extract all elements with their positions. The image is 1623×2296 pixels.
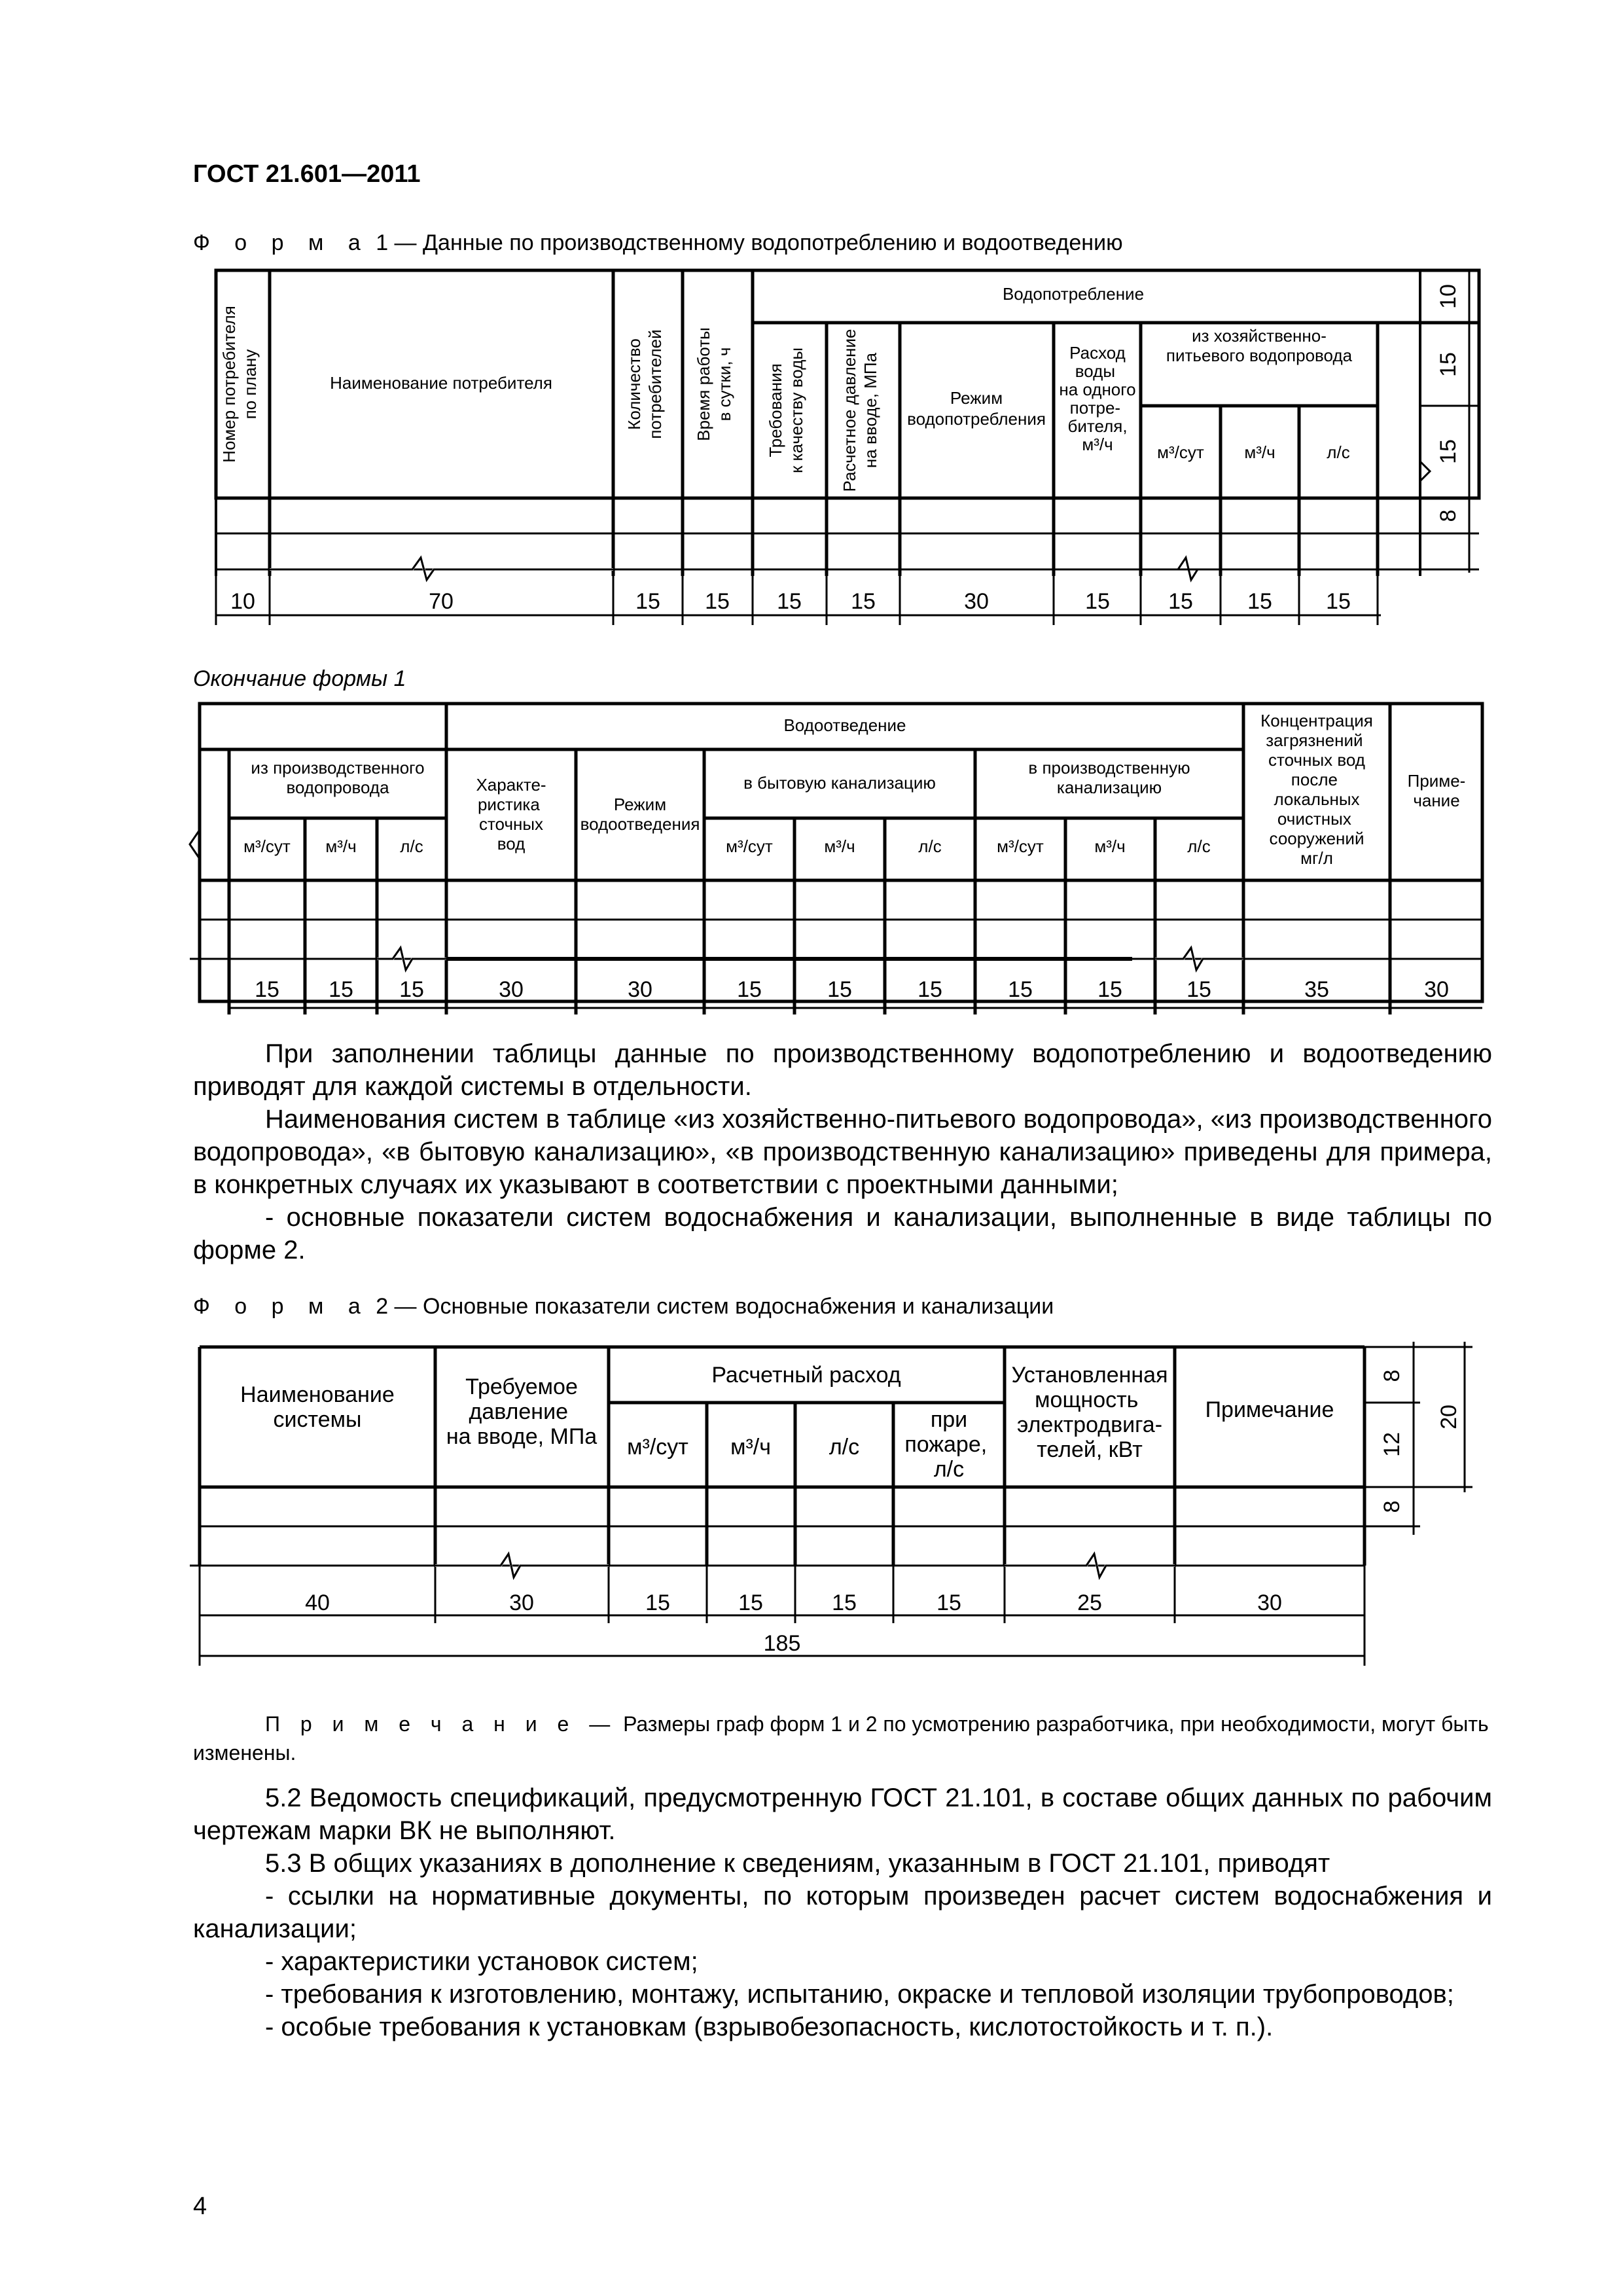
f1-col-name: Наименование потребителя xyxy=(330,373,552,393)
f2-dim: 15 xyxy=(936,1590,961,1615)
f1e-unit: л/с xyxy=(400,836,423,856)
body-text xyxy=(193,1037,1492,1266)
f1e-unit: м³/сут xyxy=(243,836,291,856)
f1e-dim: 15 xyxy=(827,977,852,1002)
f2-col-note: Примечание xyxy=(1205,1397,1334,1422)
f1-dim: 70 xyxy=(429,589,454,614)
f1-dim: 30 xyxy=(964,589,989,614)
f1e-col-note: Приме-чание xyxy=(1407,771,1466,810)
page-number: 4 xyxy=(193,2193,207,2220)
form1-end-caption: Окончание формы 1 xyxy=(193,666,406,691)
f1e-sub-prod: из производственного водопровода xyxy=(251,758,425,797)
f2-dim: 40 xyxy=(305,1590,330,1615)
f2-group-flow: Расчетный расход xyxy=(711,1363,901,1388)
f1-row-dim: 15 xyxy=(1436,439,1461,464)
note-text: Размеры граф форм 1 и 2 по усмотрению разработчика, при необходимости, могут быть изменены. xyxy=(193,1712,1489,1765)
list-item: - особые требования к установкам (взрывобезопасность, кислотостойкость и т. п.). xyxy=(265,2013,1274,2041)
f1-col-pressure: Расчетное давлениена вводе, МПа xyxy=(840,329,880,492)
form2-table xyxy=(0,1309,1623,1702)
f1-dim: 15 xyxy=(851,589,876,614)
f1-dim: 15 xyxy=(777,589,802,614)
f2-row-dim: 8 xyxy=(1380,1369,1404,1382)
f1-subgroup: из хозяйственно-питьевого водопровода xyxy=(1166,326,1353,365)
form1-end-table xyxy=(0,655,1623,1034)
f1-dim: 10 xyxy=(230,589,255,614)
f1e-dim: 15 xyxy=(399,977,424,1002)
f1e-col-char: Характе-ристика сточных вод xyxy=(476,775,546,853)
f1e-dim: 30 xyxy=(1424,977,1449,1002)
form1-table xyxy=(0,0,1623,655)
f2-row-dim: 8 xyxy=(1380,1500,1404,1513)
f2-dim: 15 xyxy=(645,1590,670,1615)
f1e-unit: л/с xyxy=(1187,836,1211,856)
f1e-group-title: Водоотведение xyxy=(783,715,906,735)
f1e-unit: м³/ч xyxy=(824,836,855,856)
paragraph: При заполнении таблицы данные по производственному водопотреблению и водоотведению приводят для каждой системы в отдельности. xyxy=(193,1039,1492,1101)
sections xyxy=(193,1782,1492,2043)
section-5-3: 5.3 В общих указаниях в дополнение к сведениям, указанным в ГОСТ 21.101, приводят xyxy=(265,1849,1330,1878)
f1e-dim: 30 xyxy=(628,977,652,1002)
f1-col-number: Номер потребителяпо плану xyxy=(219,306,260,463)
f1e-dim: 35 xyxy=(1304,977,1329,1002)
f1e-dim: 15 xyxy=(329,977,353,1002)
f2-row-dim: 12 xyxy=(1380,1432,1404,1457)
f1e-dim: 30 xyxy=(499,977,524,1002)
f2-col-power: Установленная мощность электродвига-телей, кВт xyxy=(1011,1363,1168,1462)
f1e-unit: м³/ч xyxy=(1094,836,1126,856)
list-item: - требования к изготовлению, монтажу, испытанию, окраске и тепловой изоляции трубопроводов; xyxy=(265,1980,1454,2009)
f1-row-dim: 8 xyxy=(1436,509,1461,522)
f1e-unit: л/с xyxy=(918,836,942,856)
section-5-2: 5.2 Ведомость спецификаций, предусмотренную ГОСТ 21.101, в составе общих данных по рабочим чертежам марки ВК не выполняют. xyxy=(193,1784,1492,1845)
f1-dim: 15 xyxy=(1247,589,1272,614)
f1e-dim: 15 xyxy=(737,977,762,1002)
list-item: - ссылки на нормативные документы, по которым произведен расчет систем водоснабжения и канализации; xyxy=(193,1882,1492,1943)
f1e-unit: м³/сут xyxy=(726,836,773,856)
f1-col-flow: Расход воды на одного потре- бителя, м³/ч xyxy=(1059,343,1136,454)
f1e-dim: 15 xyxy=(255,977,279,1002)
f1-col-mode: Режим водопотребления xyxy=(907,388,1046,429)
note-label: П р и м е ч а н и е — xyxy=(265,1712,618,1736)
f1-col-qty: Количествопотребителей xyxy=(624,329,665,439)
f1-dim: 15 xyxy=(1326,589,1351,614)
f1-unit-m3day: м³/сут xyxy=(1157,442,1204,462)
note xyxy=(193,1710,1492,1767)
f1e-unit: м³/ч xyxy=(325,836,357,856)
f2-dim: 25 xyxy=(1077,1590,1102,1615)
f2-dim: 15 xyxy=(832,1590,857,1615)
f1-dim: 15 xyxy=(1168,589,1193,614)
paragraph: Наименования систем в таблице «из хозяйственно-питьевого водопровода», «из производственного водопровода», «в бытовую канализацию», «в производственную канализацию» приведены для примера, в конкретных случаях их указывают в соответствии с проектными данными; xyxy=(193,1105,1492,1199)
f2-dim: 15 xyxy=(738,1590,763,1615)
f2-row-dim: 20 xyxy=(1436,1405,1461,1429)
f1e-dim: 15 xyxy=(1186,977,1211,1002)
f2-dim: 30 xyxy=(1257,1590,1282,1615)
f1e-col-mode: Режим водоотведения xyxy=(580,795,700,834)
f1-dim: 15 xyxy=(705,589,730,614)
f1-unit-m3h: м³/ч xyxy=(1244,442,1275,462)
f1-dim: 15 xyxy=(635,589,660,614)
form1-caption-label: Ф о р м а xyxy=(193,230,370,255)
f1e-sub-industrial: в производственную канализацию xyxy=(1028,758,1190,797)
f1-dim: 15 xyxy=(1085,589,1110,614)
f1-group-title: Водопотребление xyxy=(1002,284,1145,304)
f2-col-name: Наименование системы xyxy=(240,1382,395,1432)
f2-col-pressure: Требуемое давление на вводе, МПа xyxy=(446,1374,597,1449)
f2-dim: 30 xyxy=(509,1590,534,1615)
f1-unit-ls: л/с xyxy=(1327,442,1350,462)
form2-caption-text: 2 — Основные показатели систем водоснабжения и канализации xyxy=(376,1294,1054,1319)
f2-col-fire: при пожаре, л/с xyxy=(904,1407,988,1482)
f1e-dim: 15 xyxy=(1097,977,1122,1002)
f1-col-quality: Требованияк качеству воды xyxy=(766,347,806,474)
paragraph: - основные показатели систем водоснабжения и канализации, выполненные в виде таблицы по форме 2. xyxy=(193,1203,1492,1265)
f2-unit: л/с xyxy=(829,1435,860,1460)
f1e-unit: м³/сут xyxy=(997,836,1044,856)
f1e-col-conc: Концентрация загрязнений сточных вод после локальных очистных сооружений мг/л xyxy=(1260,711,1373,868)
list-item: - характеристики установок систем; xyxy=(265,1947,698,1976)
f2-total-dim: 185 xyxy=(763,1631,801,1656)
f2-unit: м³/сут xyxy=(627,1435,688,1460)
f2-unit: м³/ч xyxy=(730,1435,771,1460)
f1-row-dim: 10 xyxy=(1436,284,1461,309)
document-header: ГОСТ 21.601—2011 xyxy=(193,160,421,188)
f1e-sub-domestic: в бытовую канализацию xyxy=(743,773,936,793)
f1e-dim: 15 xyxy=(918,977,942,1002)
f1-row-dim: 15 xyxy=(1436,352,1461,377)
f1e-dim: 15 xyxy=(1008,977,1033,1002)
form2-caption-label: Ф о р м а xyxy=(193,1294,370,1319)
form1-caption-text: 1 — Данные по производственному водопотреблению и водоотведению xyxy=(376,230,1123,255)
f1-col-time: Время работыв сутки, ч xyxy=(694,327,734,441)
